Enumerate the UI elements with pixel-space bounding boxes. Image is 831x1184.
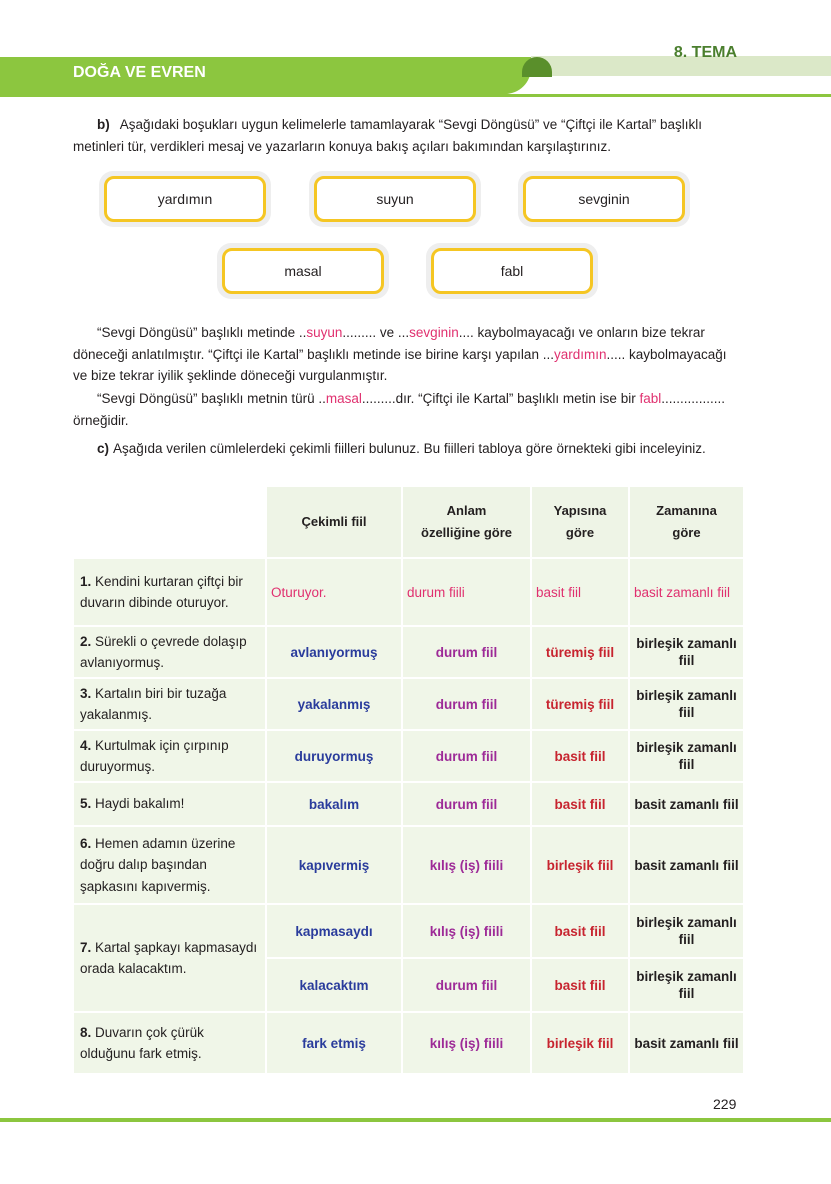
sentence-cell xyxy=(73,730,266,782)
yapi-cell: türemiş fiil xyxy=(531,678,629,730)
part-c-instruction xyxy=(73,438,743,460)
anlam-cell: durum fiili xyxy=(402,558,531,626)
verb-cell: Oturuyor. xyxy=(266,558,402,626)
answer-fill: masal xyxy=(325,391,362,406)
header-zaman: Zamanına göre xyxy=(629,486,744,558)
part-c-text: Aşağıda verilen cümlelerdeki çekimli fiilleri bulunuz. Bu fiilleri tabloya göre örnekteki gibi inceleyiniz. xyxy=(113,441,706,456)
word-box-label: fabl xyxy=(431,248,593,294)
header-yapi: Yapısına göre xyxy=(531,486,629,558)
sentence-cell xyxy=(73,782,266,826)
header-empty-cell xyxy=(73,486,266,558)
table-row xyxy=(73,730,744,782)
word-box-label: sevginin xyxy=(523,176,685,222)
sentence-cell xyxy=(73,826,266,904)
anlam-cell: durum fiil xyxy=(402,678,531,730)
sentence-text: Kendini kurtaran çiftçi bir duvarın dibinde oturuyor. xyxy=(80,573,243,610)
sentence-cell xyxy=(73,626,266,678)
sentence-cell xyxy=(73,1012,266,1074)
anlam-cell: kılış (iş) fiili xyxy=(402,826,531,904)
table-row xyxy=(73,626,744,678)
zaman-cell: basit zamanlı fiil xyxy=(629,1012,744,1074)
text-run: ......... ve ... xyxy=(342,325,410,340)
part-b-instruction xyxy=(73,114,743,157)
answer-fill: suyun xyxy=(306,325,343,340)
answer-paragraph-2 xyxy=(73,388,743,431)
text-run: ..... kaybolmayacağı ve bize tekrar iyilik şeklinde döneceği vurgulanmıştır. xyxy=(73,346,727,383)
sentence-cell xyxy=(73,558,266,626)
word-box xyxy=(309,171,481,227)
row-number: 7. xyxy=(80,939,92,955)
verb-cell: fark etmiş xyxy=(266,1012,402,1074)
row-number: 2. xyxy=(80,633,92,649)
page-number: 229 xyxy=(713,1096,737,1112)
yapi-cell: türemiş fiil xyxy=(531,626,629,678)
zaman-cell: birleşik zamanlı fiil xyxy=(629,904,744,958)
verb-cell: avlanıyormuş xyxy=(266,626,402,678)
anlam-cell: kılış (iş) fiili xyxy=(402,1012,531,1074)
verb-cell: yakalanmış xyxy=(266,678,402,730)
yapi-cell: birleşik fiil xyxy=(531,1012,629,1074)
zaman-cell: birleşik zamanlı fiil xyxy=(629,958,744,1012)
verb-cell: kapmasaydı xyxy=(266,904,402,958)
verb-cell: duruyormuş xyxy=(266,730,402,782)
sentence-text: Hemen adamın üzerine doğru dalıp başından şapkasını kapıvermiş. xyxy=(80,835,236,894)
word-box xyxy=(518,171,690,227)
header-cekimli-fiil: Çekimli fiil xyxy=(266,486,402,558)
row-number: 3. xyxy=(80,685,92,701)
sentence-text: Kurtulmak için çırpınıp duruyormuş. xyxy=(80,737,229,774)
sentence-cell xyxy=(73,678,266,730)
answer-fill: fabl xyxy=(639,391,662,406)
table-row xyxy=(73,678,744,730)
verb-cell: bakalım xyxy=(266,782,402,826)
text-run: “Sevgi Döngüsü” başlıklı metinde .. xyxy=(97,325,307,340)
anlam-cell: durum fiil xyxy=(402,958,531,1012)
anlam-cell: durum fiil xyxy=(402,782,531,826)
anlam-cell: durum fiil xyxy=(402,626,531,678)
section-title: DOĞA VE EVREN xyxy=(73,64,206,81)
verb-analysis-table xyxy=(72,485,745,1075)
part-b-label: b) xyxy=(97,117,110,132)
sentence-text: Duvarın çok çürük olduğunu fark etmiş. xyxy=(80,1024,204,1061)
zaman-cell: birleşik zamanlı fiil xyxy=(629,678,744,730)
header-anlam: Anlam özelliğine göre xyxy=(402,486,531,558)
word-box-label: suyun xyxy=(314,176,476,222)
yapi-cell: basit fiil xyxy=(531,958,629,1012)
yapi-cell: basit fiil xyxy=(531,558,629,626)
row-number: 4. xyxy=(80,737,92,753)
footer-rule xyxy=(0,1118,831,1122)
zaman-cell: basit zamanlı fiil xyxy=(629,826,744,904)
row-number: 6. xyxy=(80,835,92,851)
yapi-cell: basit fiil xyxy=(531,904,629,958)
table-row xyxy=(73,904,744,958)
part-b-text: Aşağıdaki boşukları uygun kelimelerle tamamlayarak “Sevgi Döngüsü” ve “Çiftçi ile Kartal” başlıklı metinleri tür, verdikleri mesaj ve yazarların konuya bakış açıları bakımından karşılaştırınız. xyxy=(73,117,702,154)
anlam-cell: durum fiil xyxy=(402,730,531,782)
yapi-cell: basit fiil xyxy=(531,782,629,826)
word-box xyxy=(426,243,598,299)
sentence-text: Kartal şapkayı kapmasaydı orada kalacaktım. xyxy=(80,939,258,976)
table-row xyxy=(73,558,744,626)
answer-fill: yardımın xyxy=(553,346,607,362)
row-number: 1. xyxy=(80,573,92,589)
header-rule xyxy=(0,94,831,97)
row-number: 5. xyxy=(80,796,92,812)
answer-paragraph-1 xyxy=(73,322,743,387)
sentence-text: Kartalın biri bir tuzağa yakalanmış. xyxy=(80,685,227,722)
yapi-cell: basit fiil xyxy=(531,730,629,782)
answer-fill: sevginin xyxy=(409,325,459,340)
zaman-cell: birleşik zamanlı fiil xyxy=(629,626,744,678)
text-run: .........dır. “Çiftçi ile Kartal” başlıklı metin ise bir xyxy=(361,391,640,406)
text-run: ................. örneğidir. xyxy=(73,391,725,428)
sentence-cell xyxy=(73,904,266,1012)
yapi-cell: birleşik fiil xyxy=(531,826,629,904)
sentence-text: Haydi bakalım! xyxy=(95,796,185,812)
word-box-label: yardımın xyxy=(104,176,266,222)
table-row xyxy=(73,1012,744,1074)
table-row xyxy=(73,782,744,826)
row-number: 8. xyxy=(80,1024,92,1040)
word-box-label: masal xyxy=(222,248,384,294)
part-c-label: c) xyxy=(97,441,110,456)
sentence-text: Sürekli o çevrede dolaşıp avlanıyormuş. xyxy=(80,633,247,670)
anlam-cell: kılış (iş) fiili xyxy=(402,904,531,958)
text-run: “Sevgi Döngüsü” başlıklı metnin türü .. xyxy=(97,391,326,406)
table-row xyxy=(73,826,744,904)
verb-cell: kapıvermiş xyxy=(266,826,402,904)
verb-cell: kalacaktım xyxy=(266,958,402,1012)
word-box xyxy=(99,171,271,227)
table-header-row xyxy=(73,486,744,558)
zaman-cell: basit zamanlı fiil xyxy=(629,558,744,626)
text-run: .... kaybolmayacağı ve onların bize tekrar döneceği anlatılmıştır. “Çiftçi ile Kartal” başlıklı metinde ise birine karşı yapılan ... xyxy=(73,325,705,362)
zaman-cell: basit zamanlı fiil xyxy=(629,782,744,826)
word-box xyxy=(217,243,389,299)
tema-label: 8. TEMA xyxy=(673,44,737,61)
zaman-cell: birleşik zamanlı fiil xyxy=(629,730,744,782)
